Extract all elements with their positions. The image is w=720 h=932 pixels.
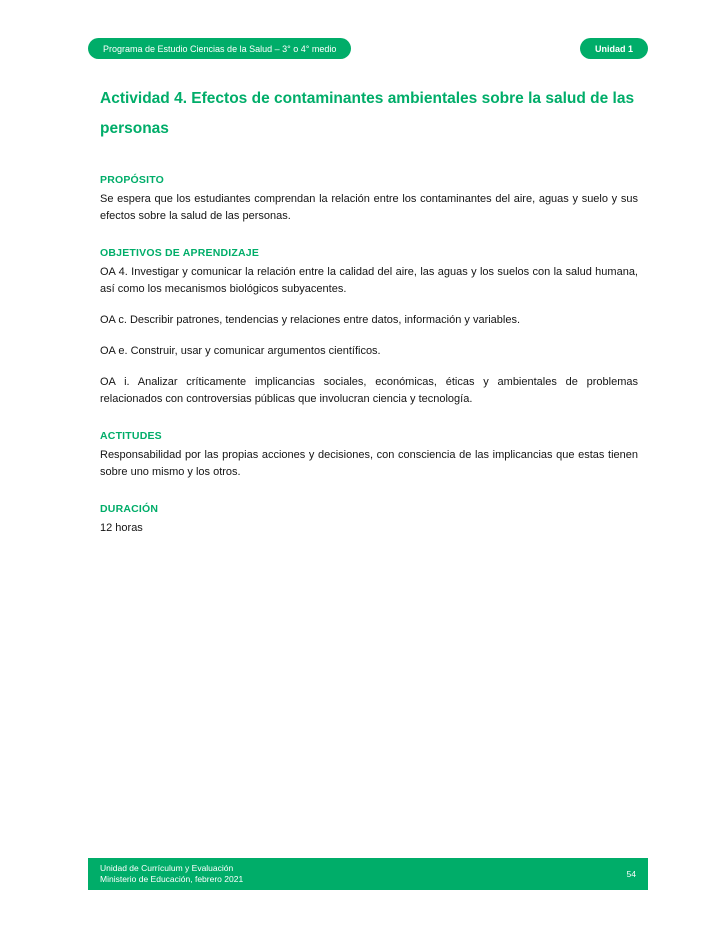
section-heading-proposito: PROPÓSITO <box>100 174 165 186</box>
header-unit-badge <box>580 38 648 59</box>
footer-line1: Unidad de Currículum y Evaluación <box>100 863 234 873</box>
section-proposito <box>100 174 638 225</box>
page-content <box>100 84 638 537</box>
section-heading-objetivos: OBJETIVOS DE APRENDIZAJE <box>100 247 260 259</box>
header-program-bar <box>88 38 351 59</box>
section-duracion <box>100 503 638 537</box>
header-program-label: Programa de Estudio Ciencias de la Salud – 3° o 4° medio <box>103 43 337 54</box>
section-actitudes <box>100 430 638 481</box>
footer-credits <box>100 863 243 885</box>
header-unit-label: Unidad 1 <box>594 43 633 54</box>
paragraph-duracion: 12 horas <box>100 522 143 534</box>
footer-bar <box>88 858 648 890</box>
section-heading-actitudes: ACTITUDES <box>100 430 162 442</box>
paragraph-proposito: Se espera que los estudiantes comprendan la relación entre los contaminantes del aire, aguas y suelo y sus efectos sobre la salud de las personas. <box>100 193 638 222</box>
paragraph-oa4: OA 4. Investigar y comunicar la relación entre la calidad del aire, las aguas y los suelos con la salud humana, así como los mecanismos biológicos subyacentes. <box>100 266 638 295</box>
paragraph-actitudes: Responsabilidad por las propias acciones y decisiones, con consciencia de las implicancias que estas tienen sobre uno mismo y los otros. <box>100 449 638 478</box>
footer-line2: Ministerio de Educación, febrero 2021 <box>100 874 244 884</box>
paragraph-oac: OA c. Describir patrones, tendencias y relaciones entre datos, información y variables. <box>100 314 521 326</box>
paragraph-oai: OA i. Analizar críticamente implicancias sociales, económicas, éticas y ambientales de problemas relacionados con controversias públicas que involucran ciencia y tecnología. <box>100 376 638 405</box>
paragraph-oae: OA e. Construir, usar y comunicar argumentos científicos. <box>100 345 381 357</box>
footer-page-number: 54 <box>626 868 636 879</box>
section-objetivos <box>100 247 638 408</box>
section-heading-duracion: DURACIÓN <box>100 503 159 515</box>
activity-title: Actividad 4. Efectos de contaminantes ambientales sobre la salud de las personas <box>100 90 635 137</box>
